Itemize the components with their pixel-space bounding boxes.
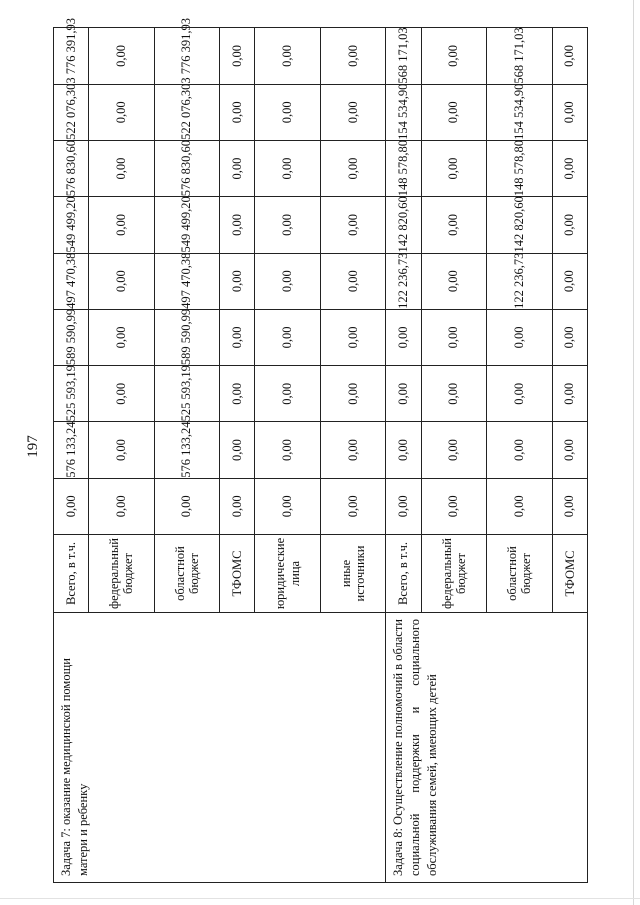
amount-cell: 0,00 — [320, 140, 386, 196]
amount-cell: 0,00 — [219, 365, 254, 421]
amount-cell: 0,00 — [219, 309, 254, 365]
amount-cell: 576 830,60 — [53, 140, 88, 196]
amount-cell: 142 820,60 — [385, 196, 420, 252]
amount-cell: 522 076,30 — [53, 84, 88, 140]
amount-cell: 0,00 — [552, 140, 587, 196]
scan-edge — [0, 898, 640, 899]
amount-cell: 0,00 — [385, 478, 420, 534]
amount-cell: 0,00 — [421, 84, 487, 140]
table-row — [385, 27, 420, 882]
amount-cell: 154 534,90 — [385, 84, 420, 140]
amount-cell: 0,00 — [421, 478, 487, 534]
amount-cell: 0,00 — [88, 84, 154, 140]
total-cell: 0,00 — [88, 27, 154, 83]
table-row — [53, 27, 88, 882]
total-cell: 568 171,03 — [486, 27, 552, 83]
amount-cell: 0,00 — [320, 365, 386, 421]
amount-cell: 0,00 — [254, 140, 320, 196]
amount-cell: 0,00 — [421, 421, 487, 477]
amount-cell: 148 578,80 — [486, 140, 552, 196]
amount-cell: 0,00 — [154, 478, 220, 534]
funding-source: федеральный бюджет — [88, 534, 154, 612]
amount-cell: 0,00 — [486, 365, 552, 421]
amount-cell: 0,00 — [486, 421, 552, 477]
amount-cell: 0,00 — [421, 365, 487, 421]
funding-source: юридические лица — [254, 534, 320, 612]
total-cell: 0,00 — [552, 27, 587, 83]
task-title: Задача 7: оказание медицинской помощи матери и ребенку — [53, 612, 385, 882]
amount-cell: 0,00 — [320, 421, 386, 477]
amount-cell: 0,00 — [88, 253, 154, 309]
total-cell: 0,00 — [219, 27, 254, 83]
funding-source: областной бюджет — [486, 534, 552, 612]
amount-cell: 576 830,60 — [154, 140, 220, 196]
amount-cell: 0,00 — [219, 253, 254, 309]
amount-cell: 0,00 — [254, 365, 320, 421]
amount-cell: 0,00 — [320, 253, 386, 309]
amount-cell: 0,00 — [320, 84, 386, 140]
amount-cell: 0,00 — [320, 309, 386, 365]
amount-cell: 0,00 — [421, 196, 487, 252]
amount-cell: 0,00 — [219, 140, 254, 196]
rotated-page — [53, 17, 588, 883]
amount-cell: 576 133,24 — [53, 421, 88, 477]
amount-cell: 148 578,80 — [385, 140, 420, 196]
funding-source: федеральный бюджет — [421, 534, 487, 612]
amount-cell: 0,00 — [219, 421, 254, 477]
total-cell: 3 776 391,93 — [53, 27, 88, 83]
amount-cell: 589 590,99 — [53, 309, 88, 365]
amount-cell: 576 133,24 — [154, 421, 220, 477]
amount-cell: 0,00 — [421, 253, 487, 309]
funding-source: Всего, в т.ч. — [53, 534, 88, 612]
amount-cell: 0,00 — [219, 478, 254, 534]
amount-cell: 0,00 — [254, 309, 320, 365]
total-cell: 0,00 — [254, 27, 320, 83]
amount-cell: 525 593,19 — [154, 365, 220, 421]
amount-cell: 0,00 — [421, 140, 487, 196]
funding-source: областной бюджет — [154, 534, 220, 612]
amount-cell: 0,00 — [385, 365, 420, 421]
amount-cell: 122 236,73 — [486, 253, 552, 309]
funding-source: ТФОМС — [219, 534, 254, 612]
amount-cell: 0,00 — [53, 478, 88, 534]
amount-cell: 0,00 — [88, 478, 154, 534]
amount-cell: 0,00 — [88, 365, 154, 421]
amount-cell: 525 593,19 — [53, 365, 88, 421]
amount-cell: 154 534,90 — [486, 84, 552, 140]
amount-cell: 0,00 — [219, 196, 254, 252]
funding-source: иные источники — [320, 534, 386, 612]
amount-cell: 0,00 — [486, 309, 552, 365]
amount-cell: 0,00 — [254, 421, 320, 477]
funding-source: Всего, в т.ч. — [385, 534, 420, 612]
amount-cell: 497 470,38 — [154, 253, 220, 309]
amount-cell: 0,00 — [254, 253, 320, 309]
amount-cell: 549 499,20 — [154, 196, 220, 252]
amount-cell: 0,00 — [552, 365, 587, 421]
total-cell: 0,00 — [320, 27, 386, 83]
amount-cell: 0,00 — [254, 196, 320, 252]
amount-cell: 0,00 — [254, 84, 320, 140]
amount-cell: 0,00 — [219, 84, 254, 140]
amount-cell: 0,00 — [88, 196, 154, 252]
amount-cell: 0,00 — [552, 421, 587, 477]
amount-cell: 522 076,30 — [154, 84, 220, 140]
total-cell: 0,00 — [421, 27, 487, 83]
amount-cell: 0,00 — [552, 309, 587, 365]
amount-cell: 589 590,99 — [154, 309, 220, 365]
budget-table — [53, 17, 588, 883]
amount-cell: 0,00 — [552, 196, 587, 252]
amount-cell: 0,00 — [88, 140, 154, 196]
task-title: Задача 8: Осуществление полномочий в области социальной поддержки и социального обслуживания семей, имеющих детей — [385, 612, 587, 882]
amount-cell: 0,00 — [552, 84, 587, 140]
amount-cell: 0,00 — [320, 478, 386, 534]
table-body — [53, 17, 587, 882]
amount-cell: 549 499,20 — [53, 196, 88, 252]
amount-cell: 0,00 — [254, 478, 320, 534]
amount-cell: 0,00 — [552, 253, 587, 309]
amount-cell: 0,00 — [385, 421, 420, 477]
funding-source: ТФОМС — [552, 534, 587, 612]
amount-cell: 0,00 — [421, 309, 487, 365]
amount-cell: 0,00 — [385, 309, 420, 365]
amount-cell: 0,00 — [320, 196, 386, 252]
amount-cell: 122 236,73 — [385, 253, 420, 309]
amount-cell: 0,00 — [552, 478, 587, 534]
page-number: 197 — [24, 435, 41, 458]
total-cell: 3 776 391,93 — [154, 27, 220, 83]
scan-edge — [633, 0, 634, 905]
amount-cell: 142 820,60 — [486, 196, 552, 252]
amount-cell: 0,00 — [88, 421, 154, 477]
total-cell: 568 171,03 — [385, 27, 420, 83]
amount-cell: 0,00 — [88, 309, 154, 365]
amount-cell: 497 470,38 — [53, 253, 88, 309]
amount-cell: 0,00 — [486, 478, 552, 534]
